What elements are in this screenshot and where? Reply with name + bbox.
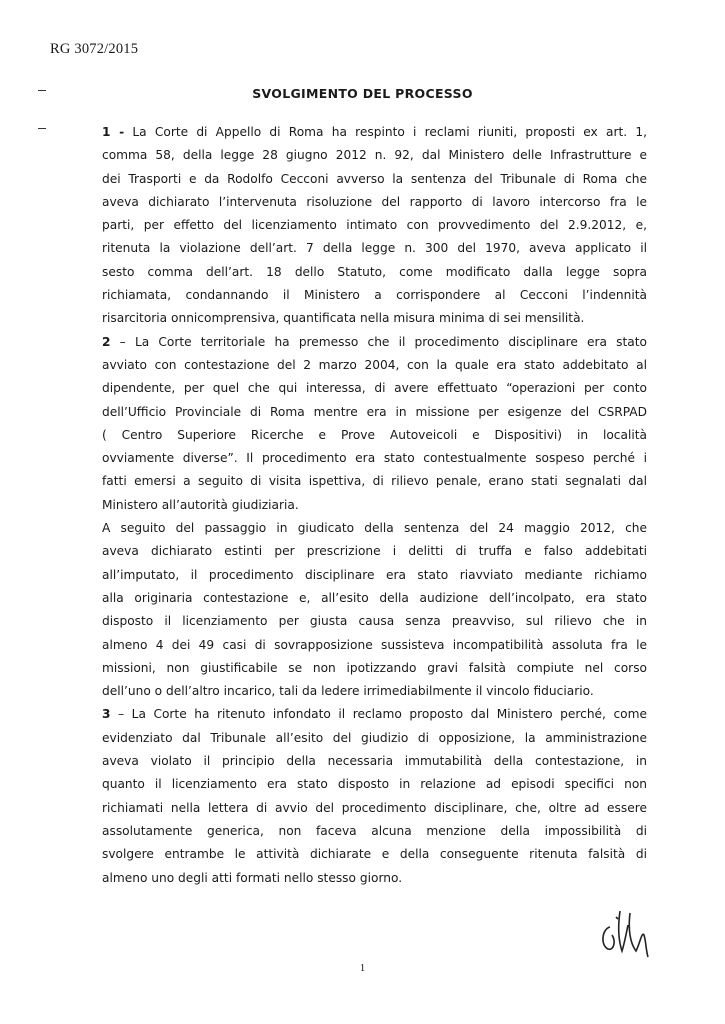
text-line: richiamati nella lettera di avvio del procedimento disciplinare, che, oltre ad essere (102, 800, 647, 815)
text-line: sesto comma dell’art. 18 dello Statuto, come modificato dalla legge sopra (102, 264, 647, 279)
text-line: dei Trasporti e da Rodolfo Cecconi avverso la sentenza del Tribunale di Roma che (102, 171, 647, 186)
document-body (102, 121, 647, 890)
text-line: disposto il licenziamento per giusta causa senza preavviso, sul rilievo che in (102, 614, 647, 629)
case-number: RG 3072/2015 (50, 41, 139, 57)
text-line: dell’Ufficio Provinciale di Roma mentre era in missione per esigenze del CSRPAD (102, 404, 647, 419)
text-line: Ministero all’autorità giudiziaria. (102, 497, 299, 512)
section-title: SVOLGIMENTO DEL PROCESSO (252, 86, 473, 101)
signature-icon (596, 905, 666, 967)
text-line: aveva dichiarato estinti per prescrizione i delitti di truffa e falso addebitati (102, 544, 647, 559)
text-line: ritenuta la violazione dell’art. 7 della legge n. 300 del 1970, aveva applicato il (102, 241, 647, 256)
text-line: dell’uno o dell’altro incarico, tali da ledere irrimediabilmente il vincolo fiduciario. (102, 684, 594, 699)
text-line: risarcitoria onnicomprensiva, quantificata nella misura minima di sei mensilità. (102, 311, 585, 326)
text-line: aveva dichiarato l’intervenuta risoluzione del rapporto di lavoro intercorso fra le (102, 194, 647, 209)
text-line: evidenziato dal Tribunale all’esito del giudizio di opposizione, la amministrazione (102, 730, 647, 745)
text-line: richiamata, condannando il Ministero a corrispondere al Cecconi l’indennità (102, 288, 647, 303)
text-line: avviato con contestazione del 2 marzo 2004, con la quale era stato addebitato al (102, 357, 647, 372)
text-line: aveva violato il principio della necessaria immutabilità della contestazione, in (102, 754, 647, 769)
margin-mark (38, 128, 46, 129)
text-line: assolutamente generica, non faceva alcuna menzione della impossibilità di (102, 823, 647, 838)
page-number: 1 (359, 962, 366, 974)
text-line: fatti emersi a seguito di visita ispettiva, di rilievo penale, erano stati segnalati dal (102, 474, 647, 489)
text-line: quanto il licenziamento era stato disposto in relazione ad episodi specifici non (102, 777, 647, 792)
text-line: ( Centro Superiore Ricerche e Prove Autoveicoli e Dispositivi) in località (102, 427, 647, 442)
text-line: A seguito del passaggio in giudicato della sentenza del 24 maggio 2012, che (102, 521, 647, 536)
text-line: almeno 4 dei 49 casi di sovrapposizione sussisteva incompatibilità assoluta fra le (102, 637, 647, 652)
text-line: alla originaria contestazione e, all’esito della audizione dell’incolpato, era stato (102, 590, 647, 605)
text-line: all’imputato, il procedimento disciplinare era stato riavviato mediante richiamo (102, 567, 647, 582)
text-line: 2 – La Corte territoriale ha premesso che il procedimento disciplinare era stato (102, 334, 647, 349)
text-line: missioni, non giustificabile se non ipotizzando gravi falsità compiute nel corso (102, 660, 647, 675)
text-line: 1 - La Corte di Appello di Roma ha respinto i reclami riuniti, proposti ex art. 1, (102, 125, 647, 139)
text-line: parti, per effetto del licenziamento intimato con provvedimento del 2.9.2012, e, (102, 218, 647, 233)
text-line: ovviamente diverse”. Il procedimento era stato contestualmente sospeso perché i (102, 451, 647, 466)
text-line: almeno uno degli atti formati nello stesso giorno. (102, 870, 403, 885)
text-line: comma 58, della legge 28 giugno 2012 n. 92, dal Ministero delle Infrastrutture e (102, 148, 647, 163)
text-line: 3 – La Corte ha ritenuto infondato il reclamo proposto dal Ministero perché, come (102, 707, 647, 722)
text-line: dipendente, per quel che qui interessa, di avere effettuato “operazioni per conto (102, 381, 647, 396)
text-line: svolgere entrambe le attività dichiarate e della conseguente ritenuta falsità di (102, 847, 647, 862)
